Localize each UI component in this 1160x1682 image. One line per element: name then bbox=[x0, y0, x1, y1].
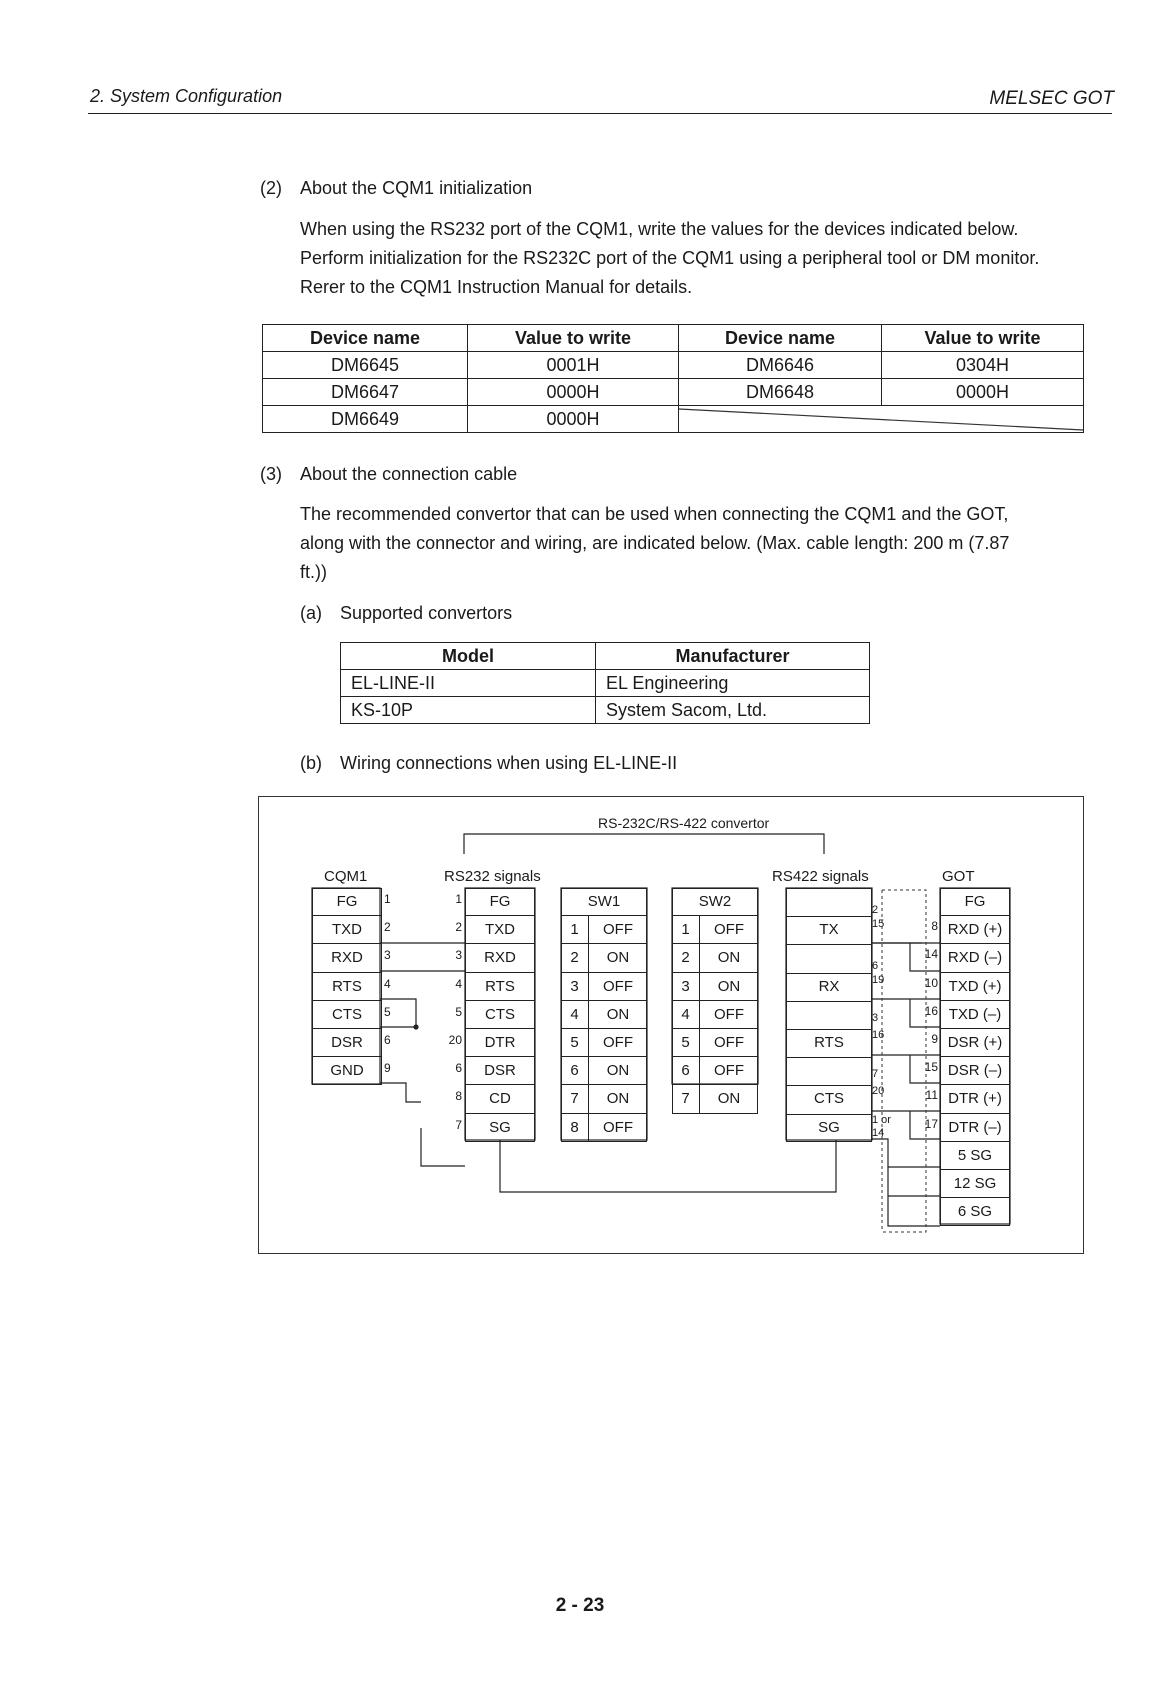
section-3-paragraph bbox=[300, 500, 1009, 587]
rs422-signal-name: RX bbox=[818, 977, 840, 995]
table-cell: DM6647 bbox=[263, 379, 468, 406]
sw2-switch-number: 4 bbox=[672, 1001, 700, 1029]
sw1-switch-number: 6 bbox=[561, 1057, 589, 1085]
got-pin-name: RXD (+) bbox=[940, 916, 1010, 944]
paragraph-line: When using the RS232 port of the CQM1, write the values for the devices indicated below. bbox=[300, 219, 1019, 239]
rs232-pin-number: 3 bbox=[455, 948, 462, 963]
cqm1-pin-name: FG bbox=[312, 888, 382, 916]
got-pin-name: TXD (+) bbox=[940, 973, 1010, 1001]
rs422-divider bbox=[786, 916, 872, 917]
sw1-switch-state: OFF bbox=[589, 973, 647, 1001]
rs422-signal-name: SG bbox=[818, 1118, 840, 1136]
got-pin-number: 17 bbox=[924, 1116, 938, 1131]
cqm1-pin-number: 6 bbox=[384, 1033, 391, 1047]
convertor-title: RS-232C/RS-422 convertor bbox=[598, 815, 770, 831]
paragraph-line: along with the connector and wiring, are indicated below. (Max. cable length: 200 m (7.87 bbox=[300, 533, 1010, 553]
table-cell: DM6645 bbox=[263, 352, 468, 379]
table-header-row bbox=[263, 325, 1084, 352]
table-cell: 0001H bbox=[468, 352, 679, 379]
rs422-pin-number: 19 bbox=[872, 974, 885, 986]
rs232-signal-name: CD bbox=[465, 1085, 535, 1113]
cqm1-pin-name: DSR bbox=[312, 1029, 382, 1057]
sw1-switch-number: 1 bbox=[561, 916, 589, 944]
rs232-signal-name: TXD bbox=[465, 916, 535, 944]
section-2-number: (2) bbox=[260, 178, 282, 198]
section-2-paragraph bbox=[300, 215, 1039, 302]
got-pin-name: 5 SG bbox=[940, 1142, 1010, 1170]
paragraph-line: ft.)) bbox=[300, 562, 327, 582]
rs422-signals-label: RS422 signals bbox=[772, 868, 869, 885]
rs422-divider bbox=[786, 1001, 872, 1002]
sw1-switch-state: ON bbox=[589, 1085, 647, 1113]
sw1-switch-state: ON bbox=[589, 944, 647, 972]
rs232-signals-label: RS232 signals bbox=[444, 868, 541, 885]
sw1-title: SW1 bbox=[561, 888, 647, 916]
sw1-switch-state: OFF bbox=[589, 1029, 647, 1057]
cqm1-pin-number: 5 bbox=[384, 1004, 391, 1019]
column-header: Device name bbox=[263, 325, 468, 352]
sw2-switch-number: 1 bbox=[672, 916, 700, 944]
sw1-switch-number: 3 bbox=[561, 973, 589, 1001]
got-pin-name: DSR (+) bbox=[940, 1029, 1010, 1057]
cqm1-pin-name: RTS bbox=[312, 973, 382, 1001]
rs232-pin-number: 6 bbox=[455, 1061, 462, 1076]
got-pin-name: FG bbox=[940, 888, 1010, 916]
table-cell: 0000H bbox=[468, 406, 679, 433]
sw1-switch-state: ON bbox=[589, 1057, 647, 1085]
rs422-pin-number: 2 bbox=[872, 903, 879, 916]
sw2-switch-state: OFF bbox=[700, 1057, 758, 1085]
got-pin-name: DSR (–) bbox=[940, 1057, 1010, 1085]
sw2-switch-state: ON bbox=[700, 944, 758, 972]
rs422-signal-name: CTS bbox=[814, 1090, 844, 1108]
got-pin-number: 15 bbox=[924, 1060, 938, 1075]
rs232-pin-number: 1 bbox=[455, 892, 462, 906]
cqm1-pin-name: RXD bbox=[312, 944, 382, 972]
rs232-signal-name: FG bbox=[465, 888, 535, 916]
got-pin-number: 9 bbox=[931, 1032, 938, 1046]
paragraph-line: The recommended convertor that can be used when connecting the CQM1 and the GOT, bbox=[300, 504, 1009, 524]
cqm1-pin-number: 4 bbox=[384, 976, 391, 991]
rs232-signal-name: RXD bbox=[465, 944, 535, 972]
table-header-row bbox=[341, 643, 870, 670]
sw2-switch-state: OFF bbox=[700, 1029, 758, 1057]
sw2-title: SW2 bbox=[672, 888, 758, 916]
column-header: Value to write bbox=[882, 325, 1084, 352]
cqm1-pin-number: 3 bbox=[384, 948, 391, 963]
rs232-pin-number: 2 bbox=[455, 920, 462, 935]
rs422-pin-number: 6 bbox=[872, 959, 879, 972]
rs232-pin-number: 7 bbox=[455, 1117, 462, 1132]
got-pin-name: RXD (–) bbox=[940, 944, 1010, 972]
sw2-switch-state: OFF bbox=[700, 1001, 758, 1029]
subsection-a-title: Supported convertors bbox=[340, 603, 513, 623]
rs232-signal-name: DTR bbox=[465, 1029, 535, 1057]
got-pin-number: 14 bbox=[924, 947, 938, 962]
rs422-divider bbox=[786, 1057, 872, 1058]
table-row bbox=[263, 406, 1084, 433]
table-cell: EL-LINE-II bbox=[341, 670, 596, 697]
column-header: Model bbox=[341, 643, 596, 670]
sw1-switch-state: OFF bbox=[603, 1118, 633, 1136]
got-pin-name: TXD (–) bbox=[940, 1001, 1010, 1029]
convertor-table bbox=[340, 642, 870, 724]
rs232-signal-name: DSR bbox=[465, 1057, 535, 1085]
section-3-title: About the connection cable bbox=[300, 464, 518, 484]
got-pin-number: 11 bbox=[925, 1088, 938, 1103]
device-value-table bbox=[262, 324, 1084, 433]
got-pin-name: 12 SG bbox=[940, 1170, 1010, 1198]
sw1-switch-number: 7 bbox=[561, 1085, 589, 1113]
cqm1-label: CQM1 bbox=[324, 868, 368, 885]
column-header: Device name bbox=[679, 325, 882, 352]
sw2-switch-state: ON bbox=[700, 973, 758, 1001]
sw2-switch-number: 6 bbox=[672, 1057, 700, 1085]
sw2-switch-number: 7 bbox=[672, 1085, 700, 1113]
table-cell: DM6649 bbox=[263, 406, 468, 433]
table-cell: 0304H bbox=[882, 352, 1084, 379]
table-row bbox=[263, 352, 1084, 379]
rs232-pin-number: 4 bbox=[455, 976, 462, 991]
table-cell: 0000H bbox=[882, 379, 1084, 406]
got-pin-number: 8 bbox=[931, 919, 938, 934]
got-pin-number: 10 bbox=[924, 975, 938, 990]
table-cell: EL Engineering bbox=[596, 670, 870, 697]
sw2-switch-state: ON bbox=[717, 1090, 741, 1108]
rs422-divider bbox=[786, 1085, 872, 1086]
sw1-switch-number: 4 bbox=[561, 1001, 589, 1029]
rs422-divider bbox=[786, 973, 872, 974]
table-row bbox=[341, 670, 870, 697]
rs422-pin-number: 1 or 14 bbox=[872, 1113, 891, 1139]
table-cell-empty bbox=[679, 406, 1084, 433]
got-pin-number: 16 bbox=[924, 1003, 938, 1018]
table-row bbox=[341, 697, 870, 724]
cqm1-pin-name: TXD bbox=[312, 916, 382, 944]
section-3-number: (3) bbox=[260, 464, 282, 484]
header-section-title: 2. System Configuration bbox=[90, 86, 283, 106]
page-number: 2 - 23 bbox=[555, 1595, 605, 1616]
subsection-a-label: (a) bbox=[300, 603, 322, 623]
rs422-signal-name: TX bbox=[819, 921, 839, 939]
sw1-switch-number: 8 bbox=[561, 1114, 589, 1142]
sw1-switch-state: ON bbox=[589, 1001, 647, 1029]
header-rule bbox=[88, 113, 1112, 114]
paragraph-line: Perform initialization for the RS232C port of the CQM1 using a peripheral tool or DM monitor. bbox=[300, 248, 1040, 268]
got-pin-name: 6 SG bbox=[957, 1203, 993, 1221]
rs422-pin-number: 15 bbox=[872, 917, 885, 930]
table-cell: DM6648 bbox=[679, 379, 882, 406]
sw2-switch-number: 2 bbox=[672, 944, 700, 972]
got-pin-name: DTR (–) bbox=[940, 1114, 1010, 1142]
rs422-divider bbox=[786, 1114, 872, 1115]
rs232-signal-name: RTS bbox=[465, 973, 535, 1001]
cqm1-pin-number: 2 bbox=[384, 920, 391, 935]
sw1-switch-state: OFF bbox=[589, 916, 647, 944]
empty-cell-slash bbox=[679, 406, 1083, 432]
rs232-signal-name: CTS bbox=[465, 1001, 535, 1029]
subsection-b-label: (b) bbox=[300, 753, 322, 773]
table-cell: 0000H bbox=[468, 379, 679, 406]
paragraph-line: Rerer to the CQM1 Instruction Manual for details. bbox=[300, 277, 693, 297]
column-header: Manufacturer bbox=[596, 643, 870, 670]
rs232-pin-number: 5 bbox=[455, 1004, 462, 1019]
cqm1-pin-name: GND bbox=[330, 1062, 364, 1080]
cqm1-pin-number: 9 bbox=[384, 1061, 391, 1076]
sw2-switch-number: 3 bbox=[672, 973, 700, 1001]
sw2-switch-state: OFF bbox=[700, 916, 758, 944]
sw2-switch-number: 5 bbox=[672, 1029, 700, 1057]
table-cell: System Sacom, Ltd. bbox=[596, 697, 870, 724]
got-pin-name: DTR (+) bbox=[940, 1085, 1010, 1113]
header-product-name: MELSEC GOT bbox=[989, 88, 1114, 109]
table-row bbox=[263, 379, 1084, 406]
rs422-divider bbox=[786, 944, 872, 945]
rs232-pin-number: 20 bbox=[448, 1033, 462, 1047]
table-cell: KS-10P bbox=[341, 697, 596, 724]
rs232-pin-number: 8 bbox=[455, 1089, 462, 1104]
section-2-title: About the CQM1 initialization bbox=[300, 178, 533, 198]
subsection-b-title: Wiring connections when using EL-LINE-II bbox=[340, 753, 678, 773]
cqm1-pin-number: 1 bbox=[384, 892, 391, 906]
rs422-divider bbox=[786, 1029, 872, 1030]
sw1-switch-number: 2 bbox=[561, 944, 589, 972]
cqm1-pin-name: CTS bbox=[312, 1001, 382, 1029]
got-label: GOT bbox=[942, 868, 975, 885]
rs422-signal-name: RTS bbox=[814, 1034, 844, 1051]
rs422-pin-number: 7 bbox=[872, 1068, 879, 1081]
column-header: Value to write bbox=[468, 325, 679, 352]
rs422-pin-number: 3 bbox=[872, 1012, 879, 1025]
rs422-pin-number: 16 bbox=[872, 1029, 885, 1041]
rs422-pin-number: 20 bbox=[872, 1085, 885, 1098]
rs232-signal-name: SG bbox=[489, 1118, 511, 1136]
table-cell: DM6646 bbox=[679, 352, 882, 379]
sw1-switch-number: 5 bbox=[561, 1029, 589, 1057]
